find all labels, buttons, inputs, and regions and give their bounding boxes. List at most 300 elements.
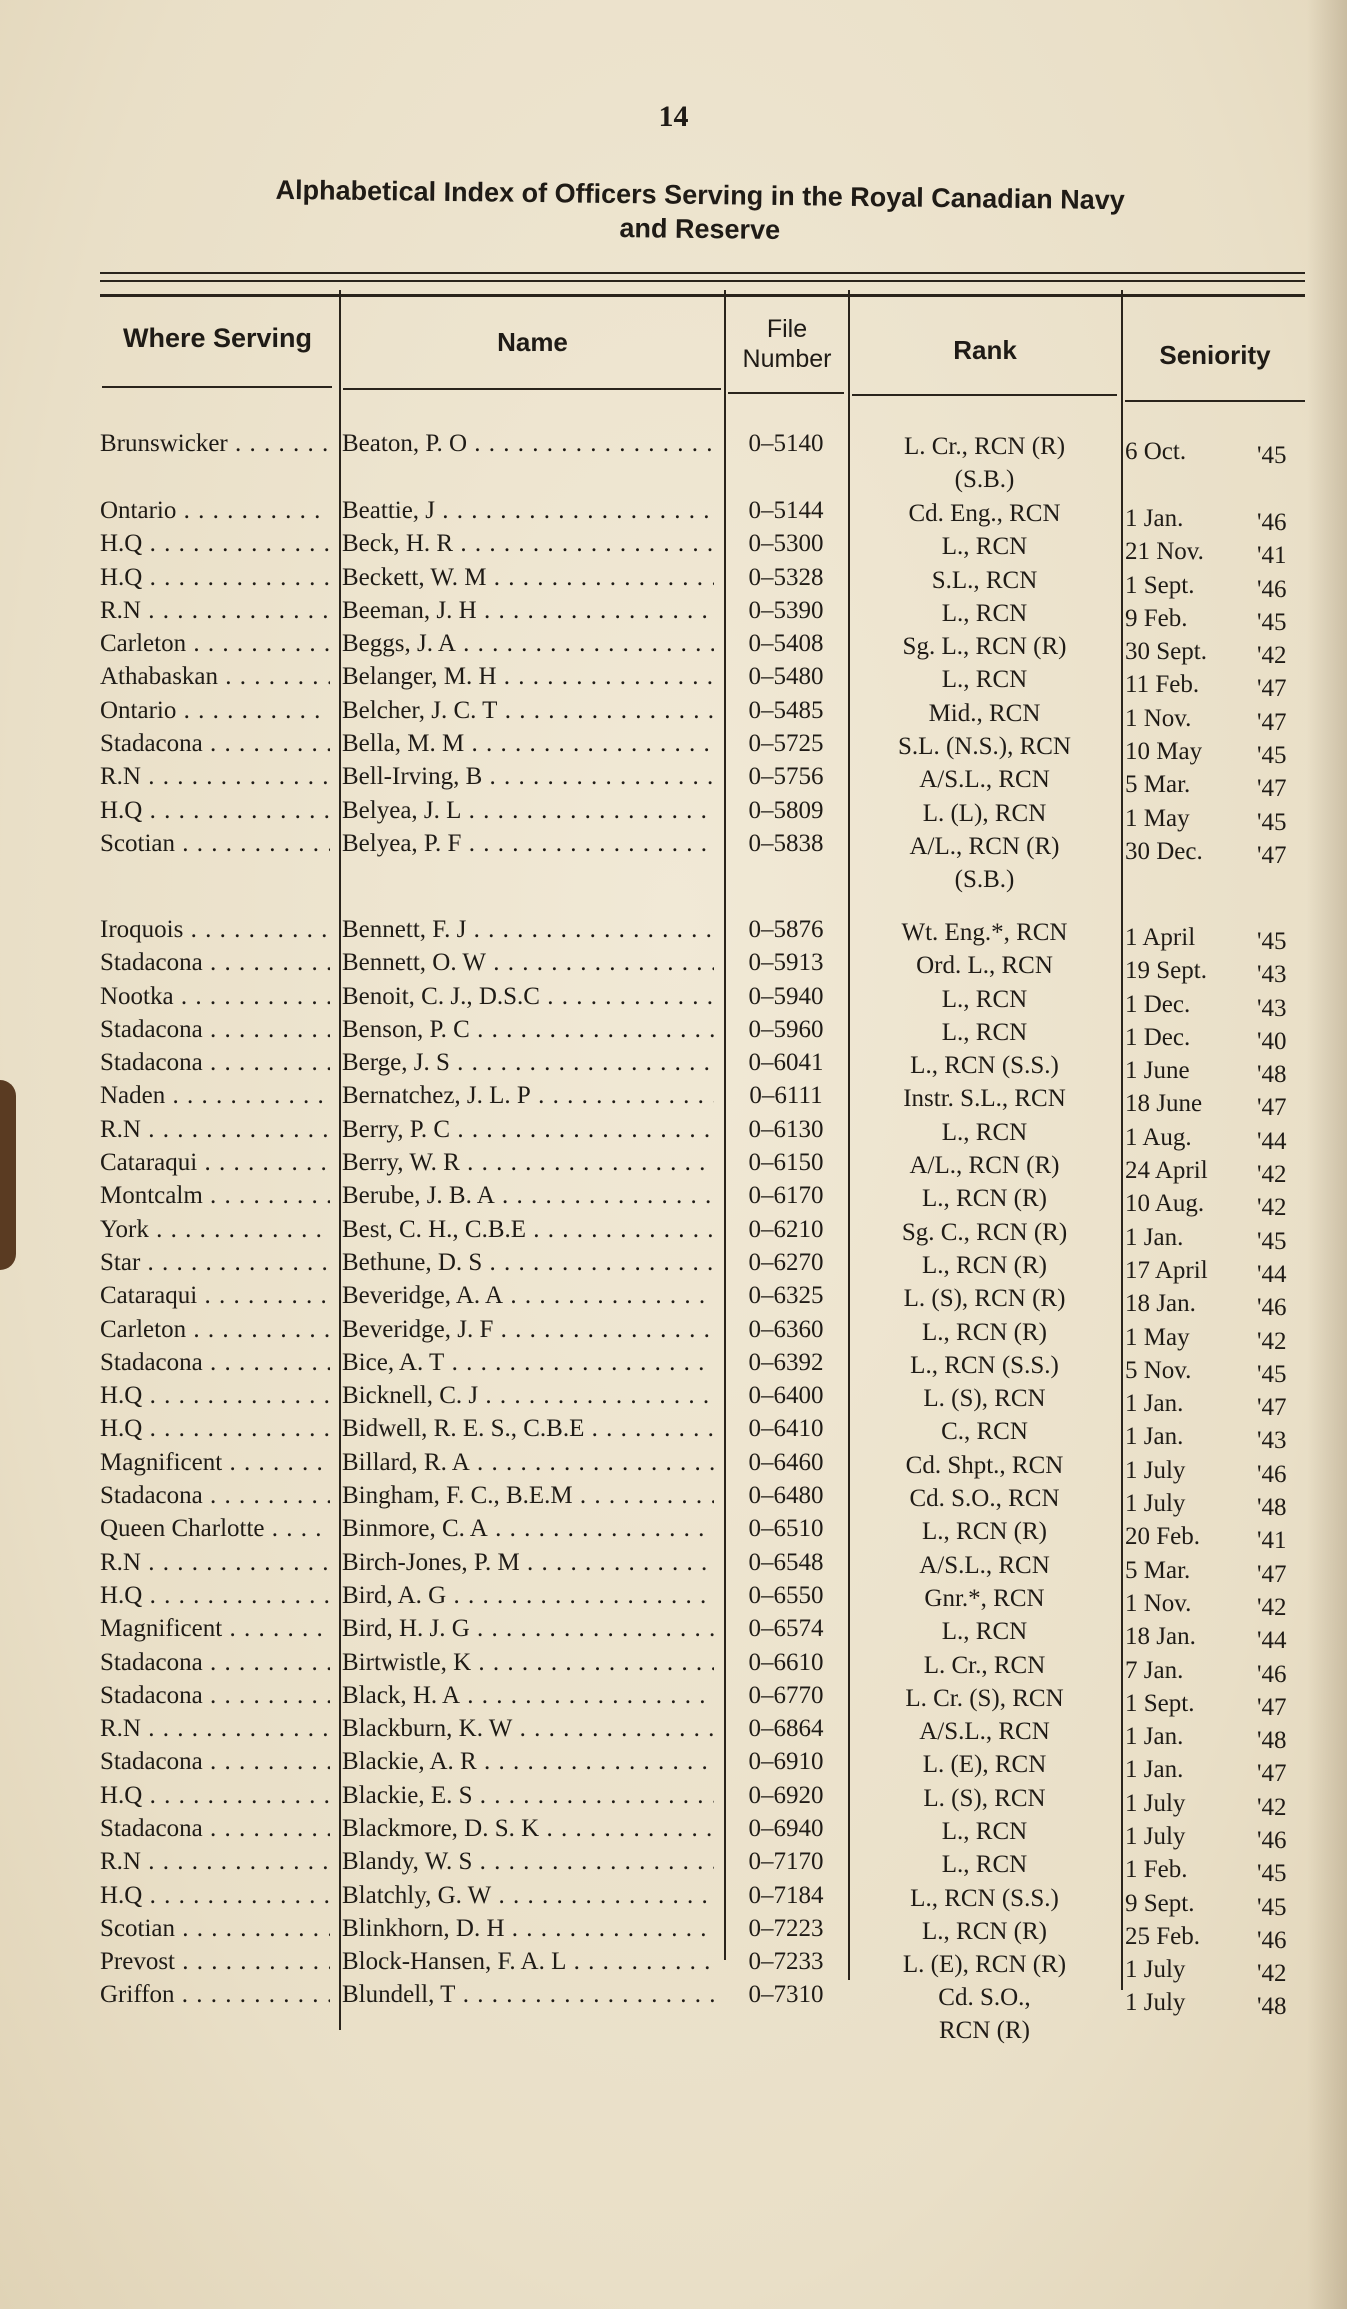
cell-seniority	[1125, 804, 1315, 836]
table-row	[0, 1615, 1347, 1655]
cell-name: Beattie, J . . .	[342, 497, 714, 525]
seniority-date: 1 Sept.	[1125, 1689, 1195, 1717]
top-rule	[100, 294, 1305, 297]
table-row	[0, 1215, 1347, 1255]
seniority-date: 6 Oct.	[1125, 438, 1187, 465]
table-row	[0, 530, 1347, 570]
cell-seniority	[1125, 1256, 1315, 1288]
cell-rank-line: S.L., RCN	[931, 566, 1038, 594]
cell-rank-line: L., RCN (R)	[922, 1518, 1047, 1546]
cell-file-number: 0–6270	[748, 1248, 824, 1276]
cell-seniority	[1125, 604, 1315, 636]
cell-seniority	[1125, 1922, 1315, 1954]
cell-rank	[852, 1116, 1117, 1149]
seniority-date: 1 Jan.	[1125, 1223, 1184, 1251]
cell-where-serving: York . . .	[100, 1216, 330, 1244]
cell-file-number: 0–7223	[748, 1914, 824, 1942]
seniority-year: '44	[1257, 1627, 1287, 1655]
cell-seniority	[1125, 1223, 1315, 1255]
seniority-year: '45	[1257, 1860, 1287, 1888]
seniority-year: '41	[1257, 542, 1287, 570]
cell-where-serving: Stadacona . . .	[100, 1049, 330, 1077]
cell-rank-line: L. (S), RCN	[923, 1784, 1046, 1812]
cell-file-number: 0–5809	[748, 796, 824, 824]
cell-where-serving: Ontario . . .	[100, 697, 330, 725]
seniority-year: '42	[1257, 1793, 1287, 1821]
seniority-year: '48	[1257, 1993, 1287, 2021]
seniority-year: '43	[1257, 961, 1287, 989]
cell-name: Bird, A. G . . .	[342, 1582, 714, 1610]
seniority-date: 1 Jan.	[1125, 1390, 1184, 1418]
seniority-year: '48	[1257, 1494, 1287, 1522]
table-row	[0, 497, 1347, 536]
cell-seniority	[1125, 1689, 1315, 1721]
cell-rank-line: Sg. L., RCN (R)	[902, 633, 1067, 661]
cell-rank-line: L., RCN	[941, 1618, 1028, 1646]
cell-seniority	[1125, 1490, 1315, 1522]
cell-file-number: 0–6210	[748, 1215, 824, 1243]
cell-seniority	[1125, 837, 1315, 869]
seniority-year: '48	[1257, 1061, 1287, 1089]
cell-where-serving: Stadacona . . .	[100, 1649, 330, 1677]
cell-rank	[852, 830, 1117, 896]
seniority-date: 5 Mar.	[1125, 1556, 1191, 1584]
seniority-year: '46	[1257, 1826, 1287, 1854]
cell-rank-line: Ord. L., RCN	[916, 952, 1053, 980]
cell-where-serving: Stadacona . . .	[100, 1815, 330, 1843]
seniority-year: '42	[1257, 1161, 1287, 1189]
cell-rank-line: RCN (R)	[939, 2017, 1030, 2045]
cell-file-number: 0–6150	[748, 1149, 824, 1177]
cell-where-serving: R.N . . .	[100, 597, 330, 625]
cell-where-serving: Nootka . . .	[100, 983, 330, 1011]
table-row	[0, 915, 1347, 955]
cell-name: Beeman, J. H . . .	[342, 597, 714, 625]
cell-rank-line: A/S.L., RCN	[919, 1551, 1050, 1579]
cell-seniority	[1125, 1623, 1315, 1655]
page-title	[150, 171, 1251, 252]
cell-seniority	[1125, 1057, 1315, 1089]
cell-name: Birtwistle, K . . .	[342, 1649, 714, 1677]
cell-rank	[852, 430, 1117, 496]
seniority-year: '45	[1257, 1227, 1287, 1255]
seniority-date: 1 Jan.	[1125, 1756, 1184, 1784]
cell-name: Bella, M. M . . .	[342, 730, 714, 758]
table-row	[0, 596, 1347, 636]
cell-seniority	[1125, 923, 1315, 955]
title-line-1: Alphabetical Index of Officers Serving in the Royal Canadian Navy	[275, 174, 1125, 216]
table-row	[0, 1149, 1347, 1189]
cell-rank-line: L., RCN	[941, 1018, 1028, 1046]
cell-name: Blinkhorn, D. H . . .	[342, 1915, 714, 1943]
cell-where-serving: Star . . .	[100, 1249, 330, 1277]
cell-file-number: 0–5940	[748, 982, 824, 1010]
officer-table-body	[0, 430, 1347, 2048]
cell-where-serving: Iroquois . . .	[100, 916, 330, 944]
seniority-date: 1 June	[1125, 1057, 1190, 1085]
cell-seniority	[1125, 1290, 1315, 1322]
seniority-date: 18 June	[1125, 1090, 1203, 1118]
cell-file-number: 0–5140	[748, 430, 824, 457]
cell-seniority	[1125, 505, 1315, 536]
seniority-date: 20 Feb.	[1125, 1523, 1200, 1551]
cell-seniority	[1125, 1023, 1315, 1055]
cell-rank	[852, 497, 1117, 530]
cell-name: Berube, J. B. A . . .	[342, 1182, 714, 1210]
cell-where-serving: H.Q . . .	[100, 1582, 330, 1610]
cell-where-serving: Cataraqui . . .	[100, 1282, 330, 1310]
header-underline	[102, 386, 332, 388]
page-number: 14	[658, 100, 689, 133]
cell-rank	[852, 1282, 1117, 1315]
seniority-year: '46	[1257, 1660, 1287, 1688]
cell-file-number: 0–5408	[748, 630, 824, 658]
cell-file-number: 0–6510	[748, 1515, 824, 1543]
table-row	[0, 1648, 1347, 1688]
table-row	[0, 1781, 1347, 1821]
seniority-year: '45	[1257, 742, 1287, 770]
cell-seniority	[1125, 538, 1315, 570]
header-underline	[852, 394, 1117, 396]
cell-where-serving: R.N . . .	[100, 1715, 330, 1743]
cell-seniority	[1125, 1190, 1315, 1222]
cell-seniority	[1125, 1090, 1315, 1122]
cell-where-serving: R.N . . .	[100, 1549, 330, 1577]
cell-name: Beveridge, A. A . . .	[342, 1282, 714, 1310]
cell-rank	[852, 1715, 1117, 1748]
seniority-year: '40	[1257, 1027, 1287, 1055]
cell-file-number: 0–6910	[748, 1748, 824, 1776]
cell-rank	[852, 564, 1117, 597]
cell-seniority	[1125, 1123, 1315, 1155]
table-row	[0, 563, 1347, 603]
cell-rank-line: L., RCN (S.S.)	[910, 1884, 1059, 1912]
cell-rank	[852, 1449, 1117, 1482]
cell-seniority	[1125, 1756, 1315, 1788]
seniority-date: 10 May	[1125, 738, 1203, 766]
cell-name: Blackie, A. R . . .	[342, 1748, 714, 1776]
table-row	[0, 696, 1347, 736]
cell-where-serving: Athabaskan . . .	[100, 663, 330, 691]
seniority-year: '45	[1257, 808, 1287, 836]
seniority-date: 1 July	[1125, 1822, 1186, 1850]
seniority-year: '46	[1257, 509, 1287, 536]
cell-name: Bicknell, C. J . . .	[342, 1382, 714, 1410]
cell-rank-line: Mid., RCN	[928, 699, 1041, 727]
cell-file-number: 0–5913	[748, 949, 824, 977]
seniority-date: 5 Nov.	[1125, 1356, 1192, 1384]
table-row	[0, 1814, 1347, 1854]
seniority-year: '42	[1257, 1194, 1287, 1222]
cell-name: Blackmore, D. S. K . . .	[342, 1815, 714, 1843]
cell-rank	[852, 1349, 1117, 1382]
cell-rank	[852, 916, 1117, 949]
cell-file-number: 0–5485	[748, 696, 824, 724]
seniority-year: '47	[1257, 708, 1287, 736]
seniority-year: '47	[1257, 1693, 1287, 1721]
cell-rank	[852, 1049, 1117, 1082]
cell-name: Bingham, F. C., B.E.M . . .	[342, 1482, 714, 1510]
cell-rank-line: L. Cr., RCN (R)	[903, 433, 1066, 460]
cell-name: Billard, R. A . . .	[342, 1449, 714, 1477]
cell-seniority	[1125, 671, 1315, 703]
table-row	[0, 1115, 1347, 1155]
table-row	[0, 1981, 1347, 2048]
cell-seniority	[1125, 957, 1315, 989]
cell-name: Blandy, W. S . . .	[342, 1848, 714, 1876]
cell-where-serving: Ontario . . .	[100, 497, 330, 525]
cell-file-number: 0–6940	[748, 1814, 824, 1842]
cell-where-serving: Magnificent . . .	[100, 1449, 330, 1477]
cell-rank-line: L. Cr. (S), RCN	[905, 1684, 1064, 1712]
cell-where-serving: Cataraqui . . .	[100, 1149, 330, 1177]
table-row	[0, 1914, 1347, 1954]
cell-where-serving: Stadacona . . .	[100, 1016, 330, 1044]
seniority-date: 7 Jan.	[1125, 1656, 1184, 1684]
cell-rank	[852, 1649, 1117, 1682]
cell-rank-line: L., RCN	[941, 666, 1028, 694]
seniority-year: '45	[1257, 608, 1287, 636]
cell-where-serving: Stadacona . . .	[100, 1748, 330, 1776]
cell-rank	[852, 630, 1117, 663]
seniority-date: 9 Sept.	[1125, 1889, 1195, 1917]
seniority-date: 24 April	[1125, 1157, 1208, 1185]
cell-rank-line: L. (S), RCN	[923, 1385, 1046, 1413]
cell-seniority	[1125, 638, 1315, 670]
cell-seniority	[1125, 771, 1315, 803]
cell-file-number: 0–6041	[748, 1049, 824, 1077]
seniority-year: '43	[1257, 1427, 1287, 1455]
cell-rank	[852, 1316, 1117, 1349]
cell-rank-line: Cd. Shpt., RCN	[905, 1451, 1064, 1479]
cell-file-number: 0–6480	[748, 1482, 824, 1510]
cell-where-serving: H.Q . . .	[100, 1382, 330, 1410]
header-file-line-2: Number	[742, 345, 832, 373]
seniority-date: 1 Jan.	[1125, 1423, 1184, 1451]
cell-rank-line: L., RCN (S.S.)	[910, 1351, 1059, 1379]
cell-name: Black, H. A . . .	[342, 1682, 714, 1710]
cell-file-number: 0–5838	[748, 829, 824, 857]
cell-file-number: 0–6548	[748, 1548, 824, 1576]
cell-where-serving: Stadacona . . .	[100, 730, 330, 758]
header-rank: Rank	[953, 335, 1017, 365]
cell-seniority	[1125, 1789, 1315, 1821]
cell-name: Bell-Irving, B . . .	[342, 763, 714, 791]
cell-where-serving: Magnificent . . .	[100, 1615, 330, 1643]
cell-rank-line: L., RCN	[941, 1851, 1028, 1879]
seniority-year: '45	[1257, 1893, 1287, 1921]
seniority-year: '44	[1257, 1127, 1287, 1155]
cell-seniority	[1125, 1556, 1315, 1588]
cell-rank-line: L., RCN	[941, 1118, 1028, 1146]
cell-rank	[852, 1882, 1117, 1915]
table-row	[0, 1415, 1347, 1455]
cell-file-number: 0–7310	[748, 1981, 824, 2009]
cell-file-number: 0–5960	[748, 1015, 824, 1043]
table-row	[0, 1248, 1347, 1288]
seniority-date: 30 Dec.	[1125, 837, 1203, 865]
seniority-date: 21 Nov.	[1125, 538, 1204, 566]
cell-seniority	[1125, 1589, 1315, 1621]
seniority-year: '47	[1257, 1094, 1287, 1122]
cell-where-serving: H.Q . . .	[100, 530, 330, 558]
table-row	[0, 830, 1347, 916]
cell-where-serving: Griffon . . .	[100, 1981, 330, 2009]
cell-rank	[852, 1682, 1117, 1715]
cell-rank-line: Cd. S.O., RCN	[909, 1485, 1060, 1513]
header-name: Name	[497, 327, 568, 357]
cell-name: Blatchly, G. W . . .	[342, 1882, 714, 1910]
cell-rank-line: L., RCN	[941, 1817, 1028, 1845]
cell-rank	[852, 1748, 1117, 1781]
cell-where-serving: R.N . . .	[100, 763, 330, 791]
seniority-year: '42	[1257, 642, 1287, 670]
cell-where-serving: Naden . . .	[100, 1082, 330, 1110]
cell-rank	[852, 1216, 1117, 1249]
table-row	[0, 763, 1347, 803]
cell-rank-line: Sg. C., RCN (R)	[901, 1218, 1068, 1246]
cell-name: Beckett, W. M . . .	[342, 564, 714, 592]
cell-name: Birch-Jones, P. M . . .	[342, 1549, 714, 1577]
cell-where-serving: H.Q . . .	[100, 797, 330, 825]
cell-where-serving: Stadacona . . .	[100, 949, 330, 977]
seniority-year: '47	[1257, 775, 1287, 803]
cell-where-serving: Carleton . . .	[100, 1316, 330, 1344]
seniority-date: 11 Feb.	[1125, 671, 1200, 699]
table-row	[0, 1382, 1347, 1422]
cell-rank	[852, 1149, 1117, 1182]
seniority-year: '42	[1257, 1960, 1287, 1988]
cell-name: Bernatchez, J. L. P . . .	[342, 1082, 714, 1110]
cell-rank-line: L., RCN (R)	[922, 1185, 1047, 1213]
cell-rank	[852, 1948, 1117, 1981]
seniority-date: 1 April	[1125, 923, 1196, 951]
cell-name: Belyea, J. L . . .	[342, 797, 714, 825]
seniority-date: 1 May	[1125, 1323, 1190, 1351]
cell-file-number: 0–5876	[748, 915, 824, 943]
header-where-serving: Where Serving	[122, 323, 313, 353]
cell-file-number: 0–5300	[748, 530, 824, 558]
seniority-date: 1 Dec.	[1125, 990, 1191, 1018]
cell-rank-line: L. (E), RCN	[922, 1751, 1047, 1779]
top-rule	[100, 272, 1305, 274]
header-file-line-1: File	[766, 315, 808, 343]
cell-file-number: 0–6410	[748, 1415, 824, 1443]
cell-file-number: 0–7170	[748, 1848, 824, 1876]
cell-name: Belcher, J. C. T . . .	[342, 697, 714, 725]
cell-name: Benoit, C. J., D.S.C . . .	[342, 983, 714, 1011]
cell-rank-line: L., RCN (S.S.)	[910, 1052, 1059, 1080]
cell-rank	[852, 1515, 1117, 1548]
table-row	[0, 949, 1347, 989]
cell-name: Binmore, C. A . . .	[342, 1515, 714, 1543]
cell-rank	[852, 1082, 1117, 1115]
cell-file-number: 0–5328	[748, 563, 824, 591]
cell-rank-line: (S.B.)	[954, 466, 1015, 493]
cell-name: Beck, H. R . . .	[342, 530, 714, 558]
table-row	[0, 1681, 1347, 1721]
cell-file-number: 0–5756	[748, 763, 824, 791]
cell-where-serving: R.N . . .	[100, 1116, 330, 1144]
cell-rank-line: L. (E), RCN (R)	[902, 1951, 1067, 1979]
cell-rank-line: Gnr.*, RCN	[924, 1584, 1045, 1612]
cell-name: Bice, A. T . . .	[342, 1349, 714, 1377]
seniority-year: '47	[1257, 1560, 1287, 1588]
cell-where-serving: Scotian . . .	[100, 1915, 330, 1943]
seniority-date: 1 Nov.	[1125, 1589, 1192, 1617]
cell-seniority	[1125, 438, 1315, 469]
cell-where-serving: Queen Charlotte . . .	[100, 1515, 330, 1543]
cell-file-number: 0–6574	[748, 1615, 824, 1643]
seniority-year: '43	[1257, 994, 1287, 1022]
seniority-date: 1 Jan.	[1125, 1723, 1184, 1751]
table-row	[0, 1948, 1347, 1988]
cell-file-number: 0–5390	[748, 596, 824, 624]
cell-rank-line: A/S.L., RCN	[919, 766, 1050, 794]
table-row	[0, 430, 1347, 497]
cell-seniority	[1125, 704, 1315, 736]
cell-rank-line: L. (S), RCN (R)	[903, 1285, 1066, 1313]
cell-rank-line: S.L. (N.S.), RCN	[898, 733, 1071, 761]
cell-rank	[852, 530, 1117, 563]
cell-rank-line: Wt. Eng.*, RCN	[901, 918, 1068, 946]
seniority-date: 1 Aug.	[1125, 1123, 1192, 1151]
cell-where-serving: Carleton . . .	[100, 630, 330, 658]
cell-where-serving: H.Q . . .	[100, 1882, 330, 1910]
table-row	[0, 663, 1347, 703]
cell-file-number: 0–7184	[748, 1881, 824, 1909]
table-row	[0, 796, 1347, 836]
cell-file-number: 0–6550	[748, 1581, 824, 1609]
seniority-date: 1 Jan.	[1125, 505, 1184, 532]
cell-seniority	[1125, 1423, 1315, 1455]
seniority-date: 1 May	[1125, 804, 1190, 832]
cell-rank-line: L., RCN	[941, 599, 1028, 627]
cell-file-number: 0–6170	[748, 1182, 824, 1210]
seniority-year: '47	[1257, 841, 1287, 869]
cell-rank	[852, 1615, 1117, 1648]
table-row	[0, 1548, 1347, 1588]
cell-rank	[852, 1249, 1117, 1282]
header-seniority: Seniority	[1159, 340, 1271, 370]
cell-seniority	[1125, 1323, 1315, 1355]
cell-name: Beggs, J. A . . .	[342, 630, 714, 658]
cell-rank	[852, 949, 1117, 982]
cell-name: Bidwell, R. E. S., C.B.E . . .	[342, 1415, 714, 1443]
cell-seniority	[1125, 1889, 1315, 1921]
cell-rank	[852, 1582, 1117, 1615]
seniority-date: 9 Feb.	[1125, 604, 1188, 632]
cell-rank	[852, 1782, 1117, 1815]
seniority-year: '45	[1257, 442, 1287, 469]
seniority-year: '46	[1257, 575, 1287, 603]
table-row	[0, 1182, 1347, 1222]
table-row	[0, 730, 1347, 770]
seniority-year: '41	[1257, 1527, 1287, 1555]
cell-name: Benson, P. C . . .	[342, 1016, 714, 1044]
header-underline	[343, 388, 721, 390]
seniority-date: 1 July	[1125, 1789, 1186, 1817]
cell-rank	[852, 597, 1117, 630]
cell-where-serving: Montcalm . . .	[100, 1182, 330, 1210]
table-row	[0, 1881, 1347, 1921]
table-row	[0, 1082, 1347, 1122]
cell-rank	[852, 1182, 1117, 1215]
cell-rank-line: Cd. S.O.,	[938, 1984, 1031, 2012]
cell-seniority	[1125, 1523, 1315, 1555]
cell-where-serving: H.Q . . .	[100, 1415, 330, 1443]
title-line-2: and Reserve	[619, 213, 781, 245]
